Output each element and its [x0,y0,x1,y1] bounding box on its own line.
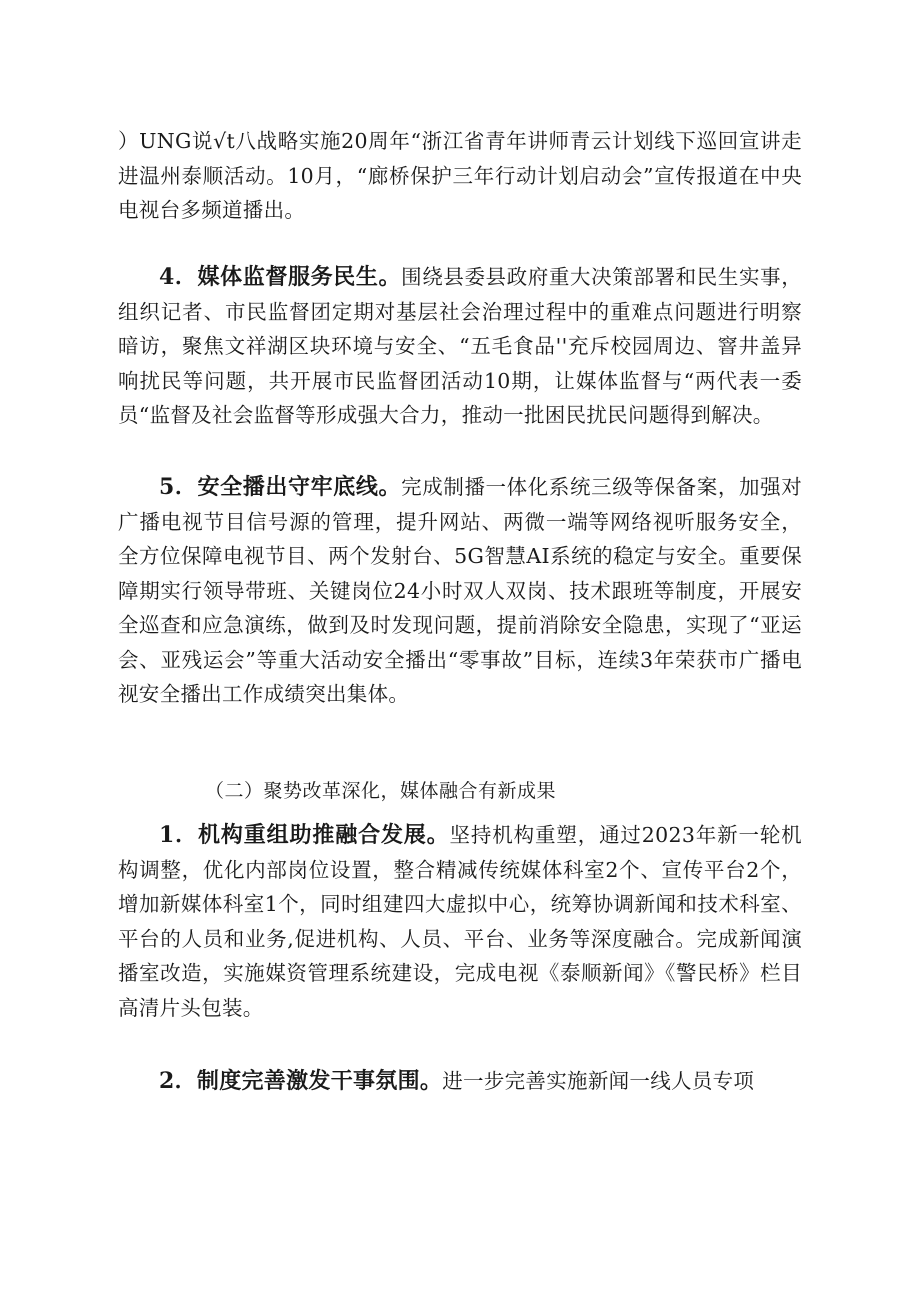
paragraph-continuation [118,124,802,228]
paragraph-text: 围绕县委县政府重大决策部署和民生实事，组织记者、市民监督团定期对基层社会治理过程中的重难点问题进行明察暗访，聚焦文祥湖区块环境与安全、“五毛食品''充斥校园周边、窨井盖异响扰民等问题，共开展市民监督团活动10期，让媒体监督与“两代表一委员“监督及社会监督等形成强大合力，推动一批困民扰民问题得到解决。 [118,265,802,427]
paragraph-system-improvement [118,1064,802,1099]
paragraph-lead: 4．媒体监督服务民生。 [159,264,402,290]
paragraph-media-supervision [118,260,802,433]
paragraph-lead: 1．机构重组助推融合发展。 [159,822,450,848]
paragraph-lead: 2．制度完善激发干事氛围。 [159,1068,443,1094]
paragraph-text: 完成制播一体化系统三级等保备案，加强对广播电视节目信号源的管理，提升网站、两微一端等网络视听服务安全，全方位保障电视节目、两个发射台、5G智慧AI系统的稳定与安全。重要保障期实行领导带班、关键岗位24小时双人双岗、技术跟班等制度，开展安全巡查和应急演练，做到及时发现问题，提前消除安全隐患，实现了“亚运会、亚残运会”等重大活动安全播出“零事故”目标，连续3年荣获市广播电视安全播出工作成绩突出集体。 [118,475,802,706]
paragraph-restructuring [118,818,802,1025]
paragraph-text: 进一步完善实施新闻一线人员专项 [442,1069,755,1093]
paragraph-safe-broadcast [118,470,802,712]
section-subheading: （二）聚势改革深化，媒体融合有新成果 [205,780,557,802]
paragraph-text: ）UNG说√t八战略实施20周年“浙江省青年讲师青云计划线下巡回宣讲走进温州泰顺活动。10月，“廊桥保护三年行动计划启动会”宣传报道在中央电视台多频道播出。 [118,129,802,222]
paragraph-text: 坚持机构重塑，通过2023年新一轮机构调整，优化内部岗位设置，整合精减传统媒体科室2个、宣传平台2个，增加新媒体科室1个，同时组建四大虚拟中心，统筹协调新闻和技术科室、平台的人员和业务,促进机构、人员、平台、业务等深度融合。完成新闻演播室改造，实施媒资管理系统建设，完成电视《泰顺新闻》《警民桥》栏目高清片头包装。 [118,823,802,1020]
paragraph-lead: 5．安全播出守牢底线。 [159,474,402,500]
